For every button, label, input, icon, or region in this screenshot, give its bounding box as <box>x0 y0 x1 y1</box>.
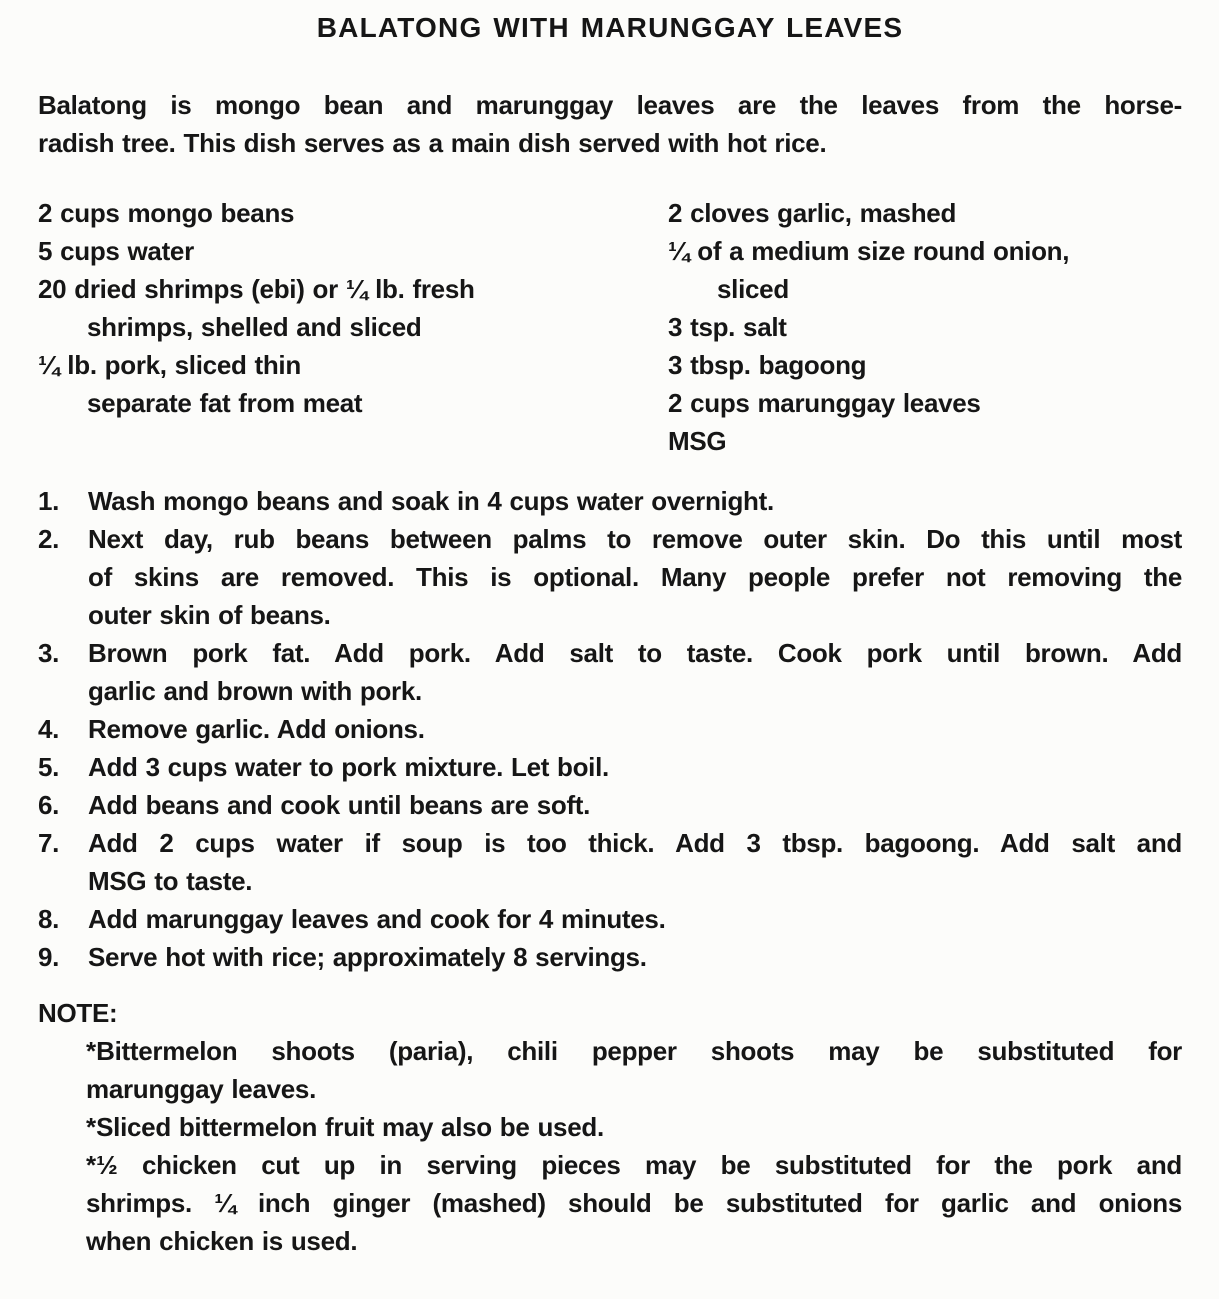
direction-step <box>38 710 1182 748</box>
ingredient-line: MSG <box>668 426 727 456</box>
note-text: Sliced bittermelon fruit may also be used. <box>96 1112 604 1142</box>
step-text-line: Remove garlic. Add onions. <box>88 714 425 744</box>
step-number: 9. <box>38 942 60 972</box>
direction-step <box>38 786 1182 824</box>
direction-step <box>38 900 1182 938</box>
note-line <box>86 1108 1182 1146</box>
note-line: shrimps. ¼ inch ginger (mashed) should be substituted for garlic and onions <box>86 1188 1182 1218</box>
ingredient-line: 2 cloves garlic, mashed <box>668 198 957 228</box>
note-text: ½ chicken cut up in serving pieces may be substituted for the pork and <box>96 1150 1182 1180</box>
step-text-line: outer skin of beans. <box>88 600 331 630</box>
note-line <box>86 1146 1182 1184</box>
ingredient-line: ¼ lb. pork, sliced thin <box>38 350 301 380</box>
step-text-line: Next day, rub beans between palms to remove outer skin. Do this until most <box>88 524 1182 554</box>
direction-step <box>38 748 1182 786</box>
notes-section <box>38 1032 1182 1260</box>
ingredients-section <box>38 194 1182 460</box>
ingredients-left-column <box>38 194 668 460</box>
note-line <box>86 1032 1182 1070</box>
step-text-line: of skins are removed. This is optional. Many people prefer not removing the <box>88 562 1182 592</box>
recipe-title: BALATONG WITH MARUNGGAY LEAVES <box>316 12 904 43</box>
note-item <box>86 1032 1182 1108</box>
ingredient-line: 2 cups mongo beans <box>38 198 295 228</box>
intro-line: radish tree. This dish serves as a main dish served with hot rice. <box>38 128 827 158</box>
step-text-line: Add beans and cook until beans are soft. <box>88 790 591 820</box>
step-number: 5. <box>38 752 60 782</box>
step-number: 1. <box>38 486 60 516</box>
direction-step <box>38 634 1182 710</box>
directions-list <box>38 482 1182 976</box>
step-text-line: garlic and brown with pork. <box>88 676 422 706</box>
step-text-line: Wash mongo beans and soak in 4 cups water overnight. <box>88 486 774 516</box>
step-text-line: MSG to taste. <box>88 866 253 896</box>
step-number: 3. <box>38 638 60 668</box>
direction-step <box>38 938 1182 976</box>
note-item <box>86 1146 1182 1260</box>
asterisk-marker: * <box>86 1036 97 1066</box>
note-heading: NOTE: <box>38 998 118 1028</box>
note-line: marunggay leaves. <box>86 1074 317 1104</box>
ingredient-line: 3 tbsp. bagoong <box>668 350 867 380</box>
recipe-intro <box>38 86 1182 162</box>
step-number: 4. <box>38 714 60 744</box>
step-text-line: Add 2 cups water if soup is too thick. Add 3 tbsp. bagoong. Add salt and <box>88 828 1182 858</box>
ingredient-line: separate fat from meat <box>87 388 363 418</box>
asterisk-marker: * <box>86 1112 97 1142</box>
ingredient-line: 2 cups marunggay leaves <box>668 388 981 418</box>
ingredient-line: shrimps, shelled and sliced <box>87 312 422 342</box>
step-text-line: Add 3 cups water to pork mixture. Let boil. <box>88 752 609 782</box>
ingredient-line: 20 dried shrimps (ebi) or ¼ lb. fresh <box>38 274 475 304</box>
note-line: when chicken is used. <box>86 1226 358 1256</box>
ingredient-line: 3 tsp. salt <box>668 312 787 342</box>
asterisk-marker: * <box>86 1150 97 1180</box>
step-number: 7. <box>38 828 60 858</box>
step-number: 6. <box>38 790 60 820</box>
note-text: Bittermelon shoots (paria), chili pepper shoots may be substituted for <box>96 1036 1182 1066</box>
direction-step <box>38 520 1182 634</box>
direction-step <box>38 482 1182 520</box>
ingredients-right-column <box>668 194 1182 460</box>
step-number: 2. <box>38 524 60 554</box>
direction-step <box>38 824 1182 900</box>
step-number: 8. <box>38 904 60 934</box>
step-text-line: Serve hot with rice; approximately 8 servings. <box>88 942 647 972</box>
ingredient-line: sliced <box>717 274 789 304</box>
note-item <box>86 1108 1182 1146</box>
step-text-line: Add marunggay leaves and cook for 4 minutes. <box>88 904 666 934</box>
step-text-line: Brown pork fat. Add pork. Add salt to taste. Cook pork until brown. Add <box>88 638 1182 668</box>
intro-line: Balatong is mongo bean and marunggay leaves are the leaves from the horse- <box>38 90 1182 120</box>
ingredient-line: ¼ of a medium size round onion, <box>668 236 1070 266</box>
ingredient-line: 5 cups water <box>38 236 194 266</box>
